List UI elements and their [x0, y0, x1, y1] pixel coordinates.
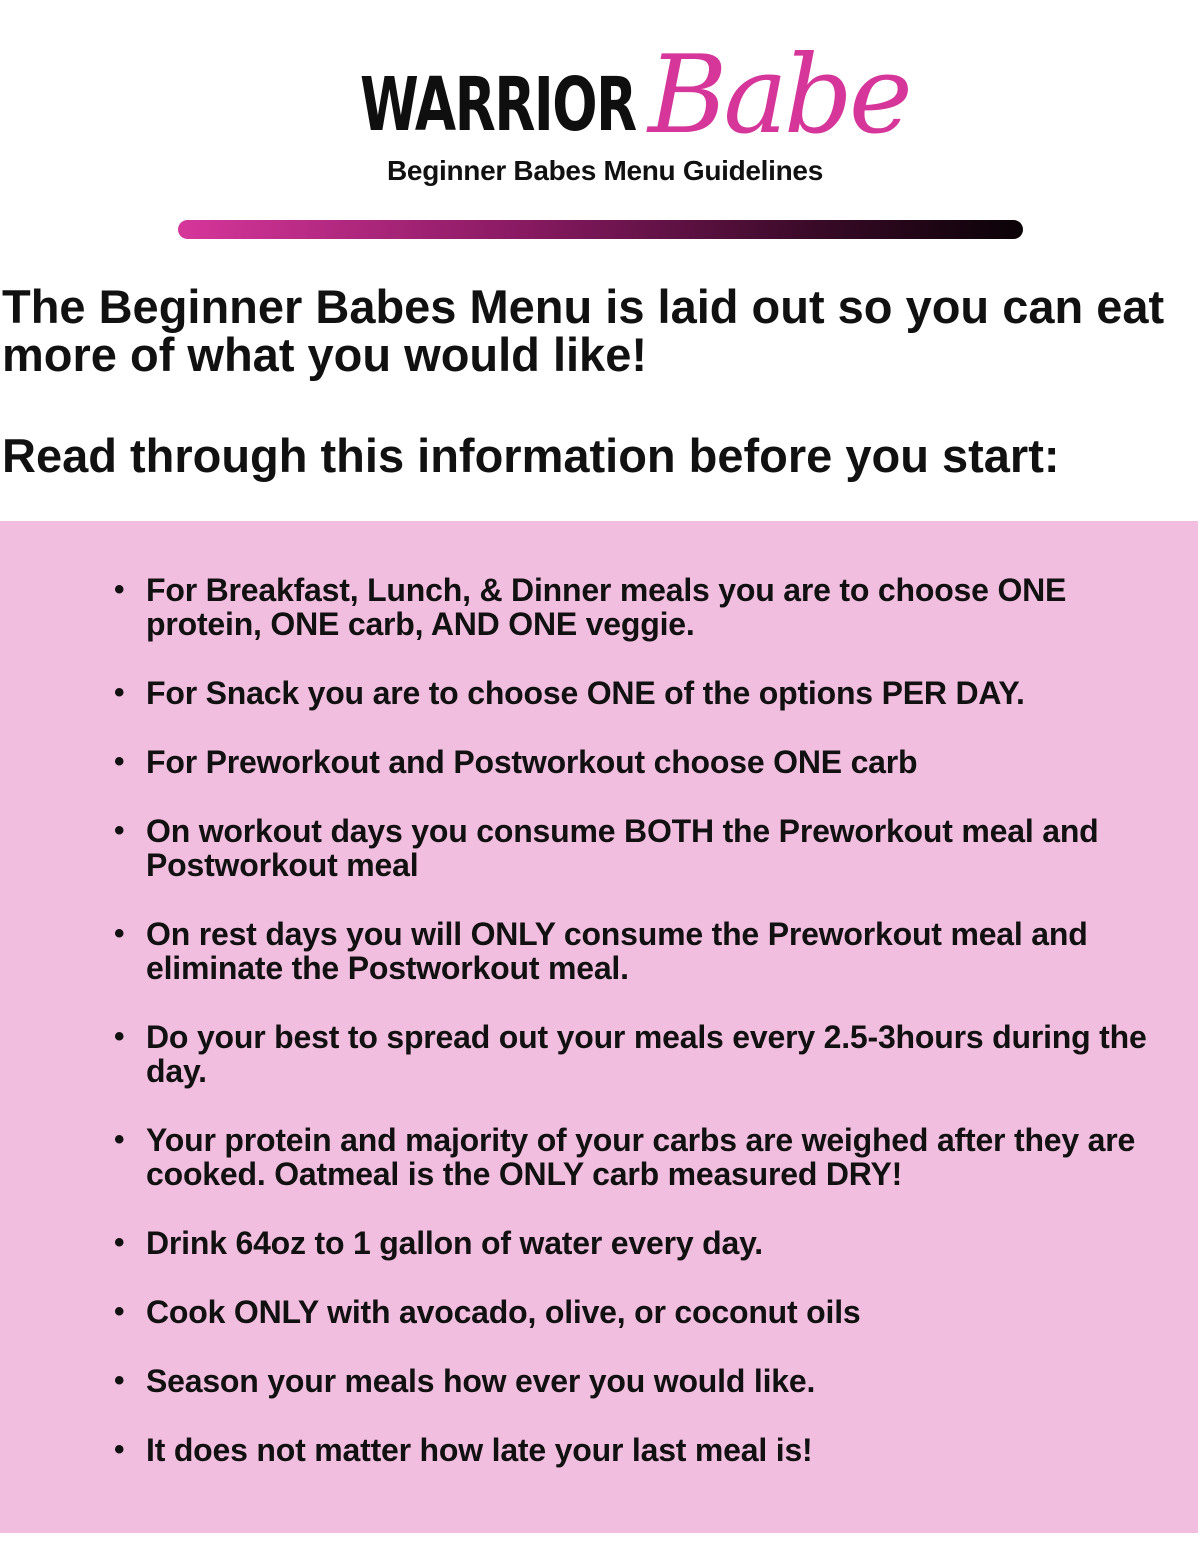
bullet-icon: • [114, 1295, 125, 1328]
bullet-icon: • [114, 1123, 125, 1156]
guideline-text: For Snack you are to choose ONE of the options PER DAY. [146, 675, 1025, 711]
guideline-text: On rest days you will ONLY consume the Preworkout meal and eliminate the Postworkout meal. [146, 916, 1088, 986]
bullet-icon: • [114, 1020, 125, 1053]
guideline-text: For Preworkout and Postworkout choose ONE carb [146, 744, 918, 780]
bullet-icon: • [114, 814, 125, 847]
guideline-text: Your protein and majority of your carbs are weighed after they are cooked. Oatmeal is the ONLY carb measured DRY! [146, 1122, 1136, 1192]
guidelines-panel [0, 521, 1198, 1533]
guideline-item [112, 1364, 1172, 1398]
guideline-text: Cook ONLY with avocado, olive, or coconut oils [146, 1294, 861, 1330]
bullet-icon: • [114, 1364, 125, 1397]
page-subtitle: Beginner Babes Menu Guidelines [387, 155, 823, 186]
bullet-icon: • [114, 1433, 125, 1466]
bullet-icon: • [114, 676, 125, 709]
guideline-item [112, 573, 1172, 641]
guideline-item [112, 1433, 1172, 1467]
brand-logo [360, 33, 909, 200]
guideline-text: For Breakfast, Lunch, & Dinner meals you are to choose ONE protein, ONE carb, AND ONE veggie. [146, 572, 1067, 642]
bullet-icon: • [114, 917, 125, 950]
guideline-item [112, 1226, 1172, 1260]
guideline-text: Season your meals how ever you would like. [146, 1363, 816, 1399]
guideline-item [112, 676, 1172, 710]
guideline-text: Drink 64oz to 1 gallon of water every day. [146, 1225, 763, 1261]
guideline-item [112, 1020, 1172, 1088]
guideline-item [112, 917, 1172, 985]
guideline-item [112, 1295, 1172, 1329]
read-instructions-heading: Read through this information before you start: [2, 429, 1060, 482]
logo-wordmark-script: Babe [648, 33, 909, 158]
bullet-icon: • [114, 745, 125, 778]
bullet-icon: • [114, 1226, 125, 1259]
guideline-item [112, 814, 1172, 882]
guideline-text: On workout days you consume BOTH the Preworkout meal and Postworkout meal [146, 813, 1099, 883]
intro-heading: The Beginner Babes Menu is laid out so you can eat more of what you would like! [2, 280, 1165, 381]
logo-wordmark-bold: WARRIOR [360, 62, 636, 148]
guideline-item [112, 745, 1172, 779]
guideline-text: It does not matter how late your last meal is! [146, 1432, 813, 1468]
guideline-text: Do your best to spread out your meals every 2.5-3hours during the day. [146, 1019, 1147, 1089]
bullet-icon: • [114, 573, 125, 606]
guidelines-list [112, 573, 1172, 1467]
guideline-item [112, 1123, 1172, 1191]
gradient-divider [178, 220, 1023, 239]
